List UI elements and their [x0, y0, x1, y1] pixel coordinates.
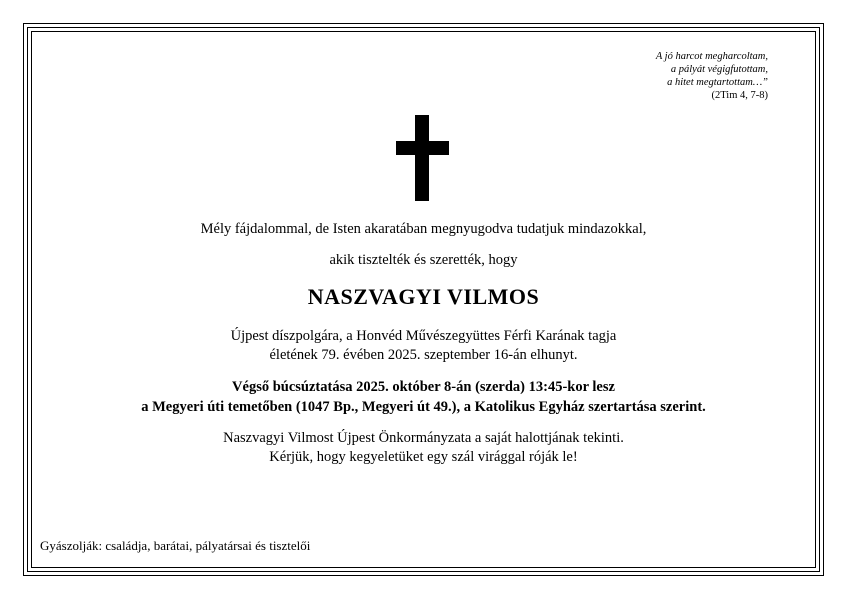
quote-line: A jó harcot megharcoltam, [655, 51, 768, 62]
funeral-line: a Megyeri úti temetőben (1047 Bp., Megyeri út 49.), a Katolikus Egyház szertartása szerint. [141, 399, 706, 415]
bible-quote [656, 50, 768, 102]
honor-line: Naszvagyi Vilmost Újpest Önkormányzata a saját halottjának tekinti. [223, 430, 624, 446]
funeral-line: Végső búcsúztatása 2025. október 8-án (szerda) 13:45-kor lesz [232, 379, 615, 395]
cross-vertical-bar [415, 115, 429, 201]
quote-line: a hitet megtartottam…” [667, 77, 768, 88]
intro-line-1: Mély fájdalommal, de Isten akaratában megnyugodva tudatjuk mindazokkal, [200, 221, 647, 237]
deceased-name: NASZVAGYI VILMOS [307, 284, 540, 309]
honor-line: Kérjük, hogy kegyeletüket egy szál virággal róják le! [269, 449, 578, 465]
quote-line: a pályát végigfutottam, [670, 64, 768, 75]
bio-line: Újpest díszpolgára, a Honvéd Művészegyüttes Férfi Karának tagja [230, 328, 617, 344]
cross-horizontal-bar [396, 141, 449, 155]
quote-reference: (2Tim 4, 7-8) [711, 90, 768, 101]
mourners-line: Gyászolják: családja, barátai, pályatársai és tisztelői [40, 538, 311, 553]
bio-block [31, 327, 816, 365]
funeral-block [31, 377, 816, 417]
intro-line-2: akik tisztelték és szerették, hogy [329, 252, 518, 268]
honor-block [31, 429, 816, 467]
cross-icon [396, 115, 449, 201]
bio-line: életének 79. évében 2025. szeptember 16-án elhunyt. [269, 347, 578, 363]
